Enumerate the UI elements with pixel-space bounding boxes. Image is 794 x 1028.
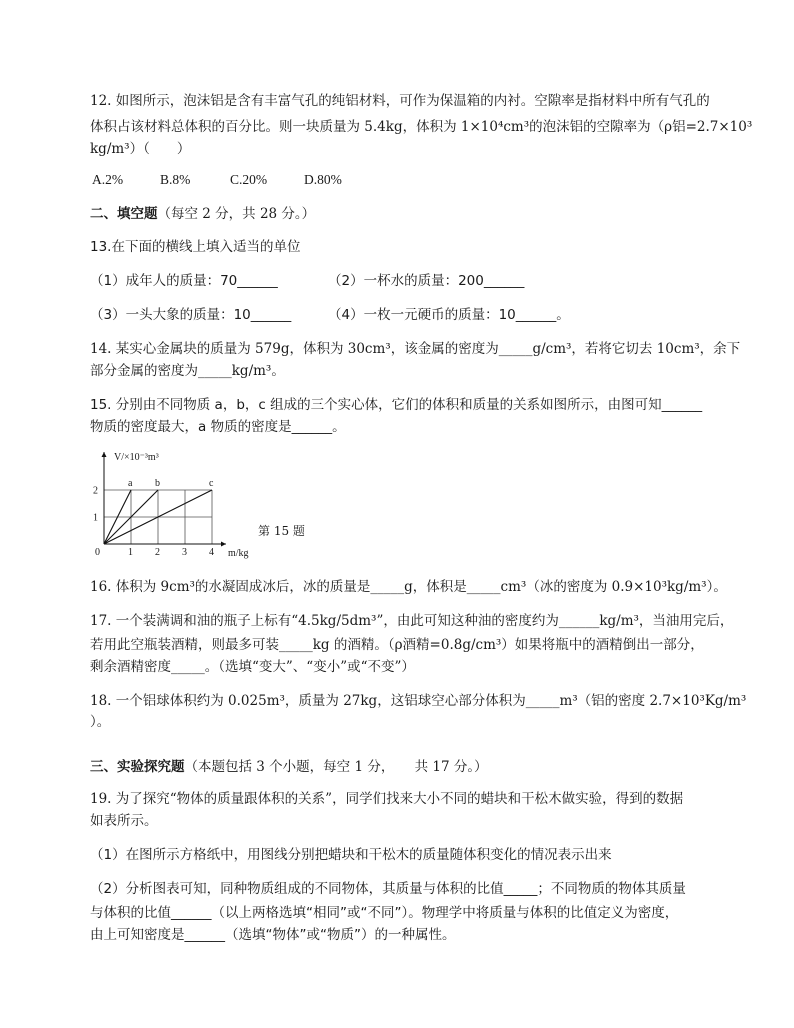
q17-line-2: 若用此空瓶装酒精，则最多可装_____kg 的酒精。（ρ酒精=0.8g/cm³）如果将瓶中的酒精倒出一部分， (90, 637, 704, 653)
q19-line-2: 如表所示。 (90, 813, 158, 829)
q13-item-3: （3）一头大象的质量：10______ (90, 307, 292, 323)
q12-line-1: 12. 如图所示，泡沫铝是含有丰富气孔的纯铝材料，可作为保温箱的内衬。空隙率是指材料中所有气孔的 (90, 93, 710, 109)
chart-x-axis-label: m/kg (228, 548, 249, 559)
q13-item-4: （4）一枚一元硬币的质量：10______。 (328, 307, 570, 323)
q19-item-2-line-3: 由上可知密度是______（选填“物体”或“物质”）的一种属性。 (90, 927, 456, 943)
chart-y-axis-label: V/×10⁻³m³ (114, 452, 159, 463)
q19-item-2-line-2: 与体积的比值______（以上两格选填“相同”或“不同”）。物理学中将质量与体积的比值定义为密度， (90, 905, 679, 921)
q18-line-2: ）。 (90, 714, 111, 730)
q19-line-1: 19. 为了探究“物体的质量跟体积的关系”，同学们找来大小不同的蜡块和干松木做实验，得到的数据 (90, 791, 684, 807)
q15-graph (88, 448, 288, 560)
section-2-note: （每空 2 分，共 28 分。） (157, 206, 316, 222)
chart-series-label-a: a (128, 478, 133, 489)
q12-choice-c: C.20% (230, 172, 268, 187)
q12-line-3: kg/m³）（ ） (90, 141, 191, 157)
section-2-title: 二、填空题 (90, 206, 158, 222)
section-3-heading (90, 758, 488, 776)
q14-line-2: 部分金属的密度为_____kg/m³。 (90, 363, 285, 379)
q15-line-2: 物质的密度最大，a 物质的密度是______。 (90, 419, 346, 435)
q12-line-2: 体积占该材料总体积的百分比。则一块质量为 5.4kg，体积为 1×10⁴cm³的泡沫铝的空隙率为（ρ铝=2.7×10³ (90, 119, 753, 135)
chart-x-tick-label: 2 (155, 547, 160, 558)
chart-series-label-c: c (209, 478, 214, 489)
q12-choice-b: B.8% (160, 172, 191, 187)
chart-series-label-b: b (155, 478, 160, 489)
q19-item-1: （1）在图所示方格纸中，用图线分别把蜡块和干松木的质量随体积变化的情况表示出来 (90, 847, 612, 863)
chart-x-tick-label: 1 (128, 547, 133, 558)
q14-line-1: 14. 某实心金属块的质量为 579g，体积为 30cm³，该金属的密度为_____g/cm³，若将它切去 10cm³，余下 (90, 341, 741, 357)
q12-choice-d: D.80% (304, 172, 342, 187)
q19-item-2-line-1: （2）分析图表可知，同种物质组成的不同物体，其质量与体积的比值_____；不同物质的物体其质量 (90, 881, 686, 897)
chart-y-tick-label: 1 (93, 512, 98, 524)
chart-series (104, 478, 214, 544)
chart-x-tick-label: 3 (182, 547, 187, 558)
q17-line-3: 剩余酒精密度_____。（选填“变大”、“变小”或“不变”） (90, 659, 415, 675)
chart-x-tick-label: 0 (95, 547, 100, 558)
chart-y-axis-arrow (102, 452, 107, 457)
chart-x-tick-label: 4 (209, 547, 214, 558)
section-3-note: （本题包括 3 个小题，每空 1 分， 共 17 分。） (184, 759, 488, 775)
q13-title: 13.在下面的横线上填入适当的单位 (90, 239, 301, 255)
q15-figure-caption: 第 15 题 (258, 524, 305, 538)
chart-axes (102, 452, 227, 547)
q17-line-1: 17. 一个装满调和油的瓶子上标有“4.5kg/5dm³”，由此可知这种油的密度约为______kg/m³，当油用完后， (90, 613, 734, 629)
section-3-title: 三、实验探究题 (90, 759, 185, 775)
q16-line-1: 16. 体积为 9cm³的水凝固成冰后，冰的质量是_____g，体积是_____cm³（冰的密度为 0.9×10³kg/m³）。 (90, 579, 727, 595)
chart-y-tick-label: 2 (93, 485, 98, 497)
chart-x-axis-arrow (221, 542, 226, 547)
q12-choice-a: A.2% (92, 172, 124, 187)
section-2-heading (90, 205, 315, 223)
chart-ticks (93, 486, 214, 559)
q15-line-1: 15. 分别由不同物质 a，b，c 组成的三个实心体，它们的体积和质量的关系如图所示，由图可知______ (90, 397, 703, 413)
q13-item-2: （2）一杯水的质量：200______ (328, 273, 525, 289)
q13-item-1: （1）成年人的质量：70______ (90, 273, 278, 289)
q18-line-1: 18. 一个铝球体积约为 0.025m³，质量为 27kg，这铝球空心部分体积为_____m³（铝的密度 2.7×10³Kg/m³ (90, 693, 747, 709)
